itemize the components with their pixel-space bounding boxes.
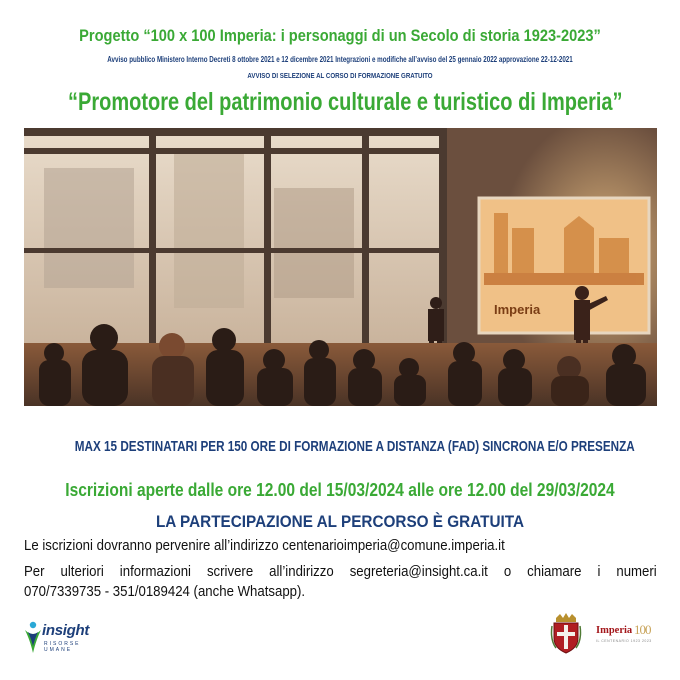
imperia-tagline: IL CENTENARIO 1923 2023	[596, 639, 652, 643]
send-enrollment-line: Le iscrizioni dovranno pervenire all’indirizzo centenarioimperia@comune.imperia.it	[24, 537, 505, 554]
free-participation: LA PARTECIPAZIONE AL PERCORSO È GRATUITA	[155, 512, 525, 531]
insight-logo	[24, 618, 94, 658]
imperia-100-logo	[596, 622, 660, 649]
imperia-crest-icon	[550, 612, 582, 654]
course-title: “Promotore del patrimonio culturale e turistico di Imperia”	[68, 88, 623, 116]
public-notice-line: Avviso pubblico Ministero Interno Decreti 8 ottobre 2021 e 12 dicembre 2021 Integrazioni e modifiche all’avviso del 25 gennaio 2022 approvazione 22-12-2021	[107, 55, 573, 64]
enrollment-period: Iscrizioni aperte dalle ore 12.00 del 15/03/2024 alle ore 12.00 del 29/03/2024	[65, 479, 615, 500]
insight-wordmark: insight	[42, 622, 90, 639]
contact-info	[24, 562, 657, 602]
contact-info-line1: Per ulteriori informazioni scrivere all’indirizzo segreteria@insight.ca.it o chiamare i numeri	[24, 563, 657, 580]
imperia-wordmark: Imperia	[596, 625, 633, 636]
insight-figure-icon	[24, 620, 42, 654]
selection-notice: AVVISO DI SELEZIONE AL CORSO DI FORMAZIONE GRATUITO	[247, 71, 433, 80]
imperia-100-mark: 100	[634, 622, 651, 637]
contact-info-line2: 070/7339735 - 351/0189424 (anche Whatsapp).	[24, 583, 306, 600]
project-title: Progetto “100 x 100 Imperia: i personaggi di un Secolo di storia 1923-2023”	[79, 26, 601, 45]
insight-subtitle: RISORSE UMANE	[44, 641, 81, 653]
screen-text: Imperia	[494, 302, 541, 317]
classroom-illustration	[24, 128, 657, 406]
max-participants-line: MAX 15 DESTINATARI PER 150 ORE DI FORMAZIONE A DISTANZA (FAD) SINCRONA E/O PRESENZA	[74, 438, 635, 455]
